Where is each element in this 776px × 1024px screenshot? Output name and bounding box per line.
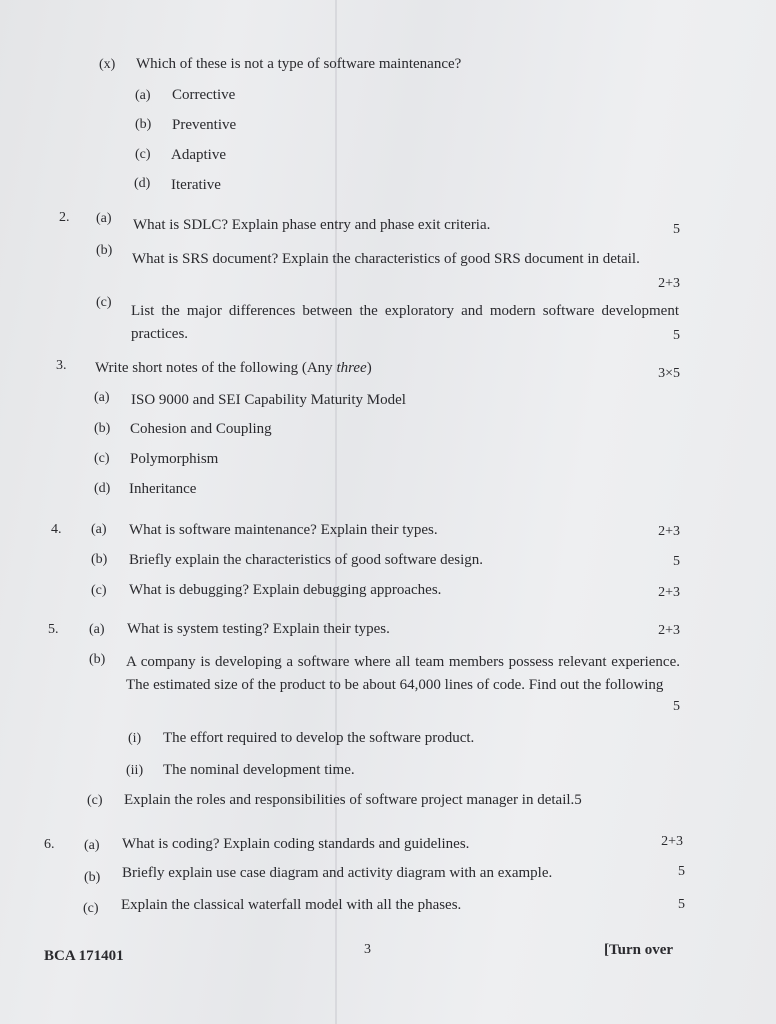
part-label: (c) — [91, 583, 107, 598]
part-text: What is system testing? Explain their types. — [127, 621, 390, 637]
marks: 2+3 — [658, 524, 680, 539]
part-label: (a) — [84, 838, 100, 853]
part-text: Explain the roles and responsibilities of software project manager in detail.5 — [124, 792, 582, 808]
marks: 2+3 — [658, 276, 680, 291]
part-text: What is SDLC? Explain phase entry and phase exit criteria. — [133, 217, 491, 233]
marks: 2+3 — [661, 834, 683, 849]
part-label: (c) — [96, 295, 112, 310]
subpart-text: The effort required to develop the software product. — [163, 730, 475, 746]
option-label: (c) — [135, 147, 151, 162]
question-text: Which of these is not a type of software maintenance? — [136, 56, 462, 72]
part-label: (c) — [87, 793, 103, 808]
part-label: (d) — [94, 481, 111, 496]
option-text: Preventive — [172, 117, 237, 133]
part-label: (b) — [84, 870, 101, 885]
part-label: (a) — [91, 522, 107, 537]
option-label: (b) — [135, 117, 152, 132]
part-label: (a) — [94, 390, 110, 405]
paper-code: BCA 171401 — [44, 948, 124, 964]
option-text: Corrective — [172, 87, 236, 103]
subpart-label: (i) — [128, 731, 142, 746]
marks: 3×5 — [658, 366, 680, 381]
part-text: Briefly explain use case diagram and activity diagram with an example. — [122, 865, 553, 881]
part-label: (c) — [83, 901, 99, 916]
question-number: 3. — [56, 358, 67, 373]
marks: 5 — [574, 792, 582, 808]
page-number: 3 — [364, 942, 371, 957]
part-text: What is debugging? Explain debugging approaches. — [129, 582, 442, 598]
option-label: (a) — [135, 88, 151, 103]
part-label: (b) — [91, 552, 108, 567]
part-text: A company is developing a software where all team members possess relevant experience. The estimated size of the product to be about 64,000 lines of code. Find out the following — [126, 654, 680, 693]
question-number: 6. — [44, 837, 55, 852]
option-text: Iterative — [171, 177, 221, 193]
marks: 5 — [678, 897, 685, 912]
subpart-label: (ii) — [126, 763, 144, 778]
question-number: 5. — [48, 622, 59, 637]
part-label: (b) — [89, 652, 106, 667]
part-text: What is software maintenance? Explain their types. — [129, 522, 438, 538]
question-text: Write short notes of the following (Any three) — [95, 360, 372, 376]
question-number: 2. — [59, 210, 70, 225]
part-text: Cohesion and Coupling — [130, 421, 272, 437]
marks: 5 — [673, 699, 680, 714]
part-text: ISO 9000 and SEI Capability Maturity Model — [131, 392, 406, 408]
marks: 5 — [673, 222, 680, 237]
part-text: What is coding? Explain coding standards and guidelines. — [122, 836, 470, 852]
part-label: (c) — [94, 451, 110, 466]
marks: 5 — [673, 328, 680, 343]
part-text: List the major differences between the exploratory and modern software development practices. — [131, 303, 679, 342]
subpart-text: The nominal development time. — [163, 762, 355, 778]
part-label: (b) — [96, 243, 113, 258]
part-text: What is SRS document? Explain the characteristics of good SRS document in detail. — [132, 251, 640, 267]
turn-over-note: [Turn over — [604, 942, 674, 958]
question-label: (x) — [99, 57, 116, 72]
part-text: Briefly explain the characteristics of good software design. — [129, 552, 484, 568]
part-label: (b) — [94, 421, 111, 436]
option-text: Adaptive — [171, 147, 226, 163]
part-text: Inheritance — [129, 481, 197, 497]
part-text: Polymorphism — [130, 451, 219, 467]
marks: 2+3 — [658, 585, 680, 600]
option-label: (d) — [134, 176, 151, 191]
marks: 2+3 — [658, 623, 680, 638]
part-label: (a) — [96, 211, 112, 226]
marks: 5 — [673, 554, 680, 569]
part-label: (a) — [89, 622, 105, 637]
marks: 5 — [678, 864, 685, 879]
part-text: Explain the classical waterfall model with all the phases. — [121, 897, 462, 913]
question-number: 4. — [51, 522, 62, 537]
